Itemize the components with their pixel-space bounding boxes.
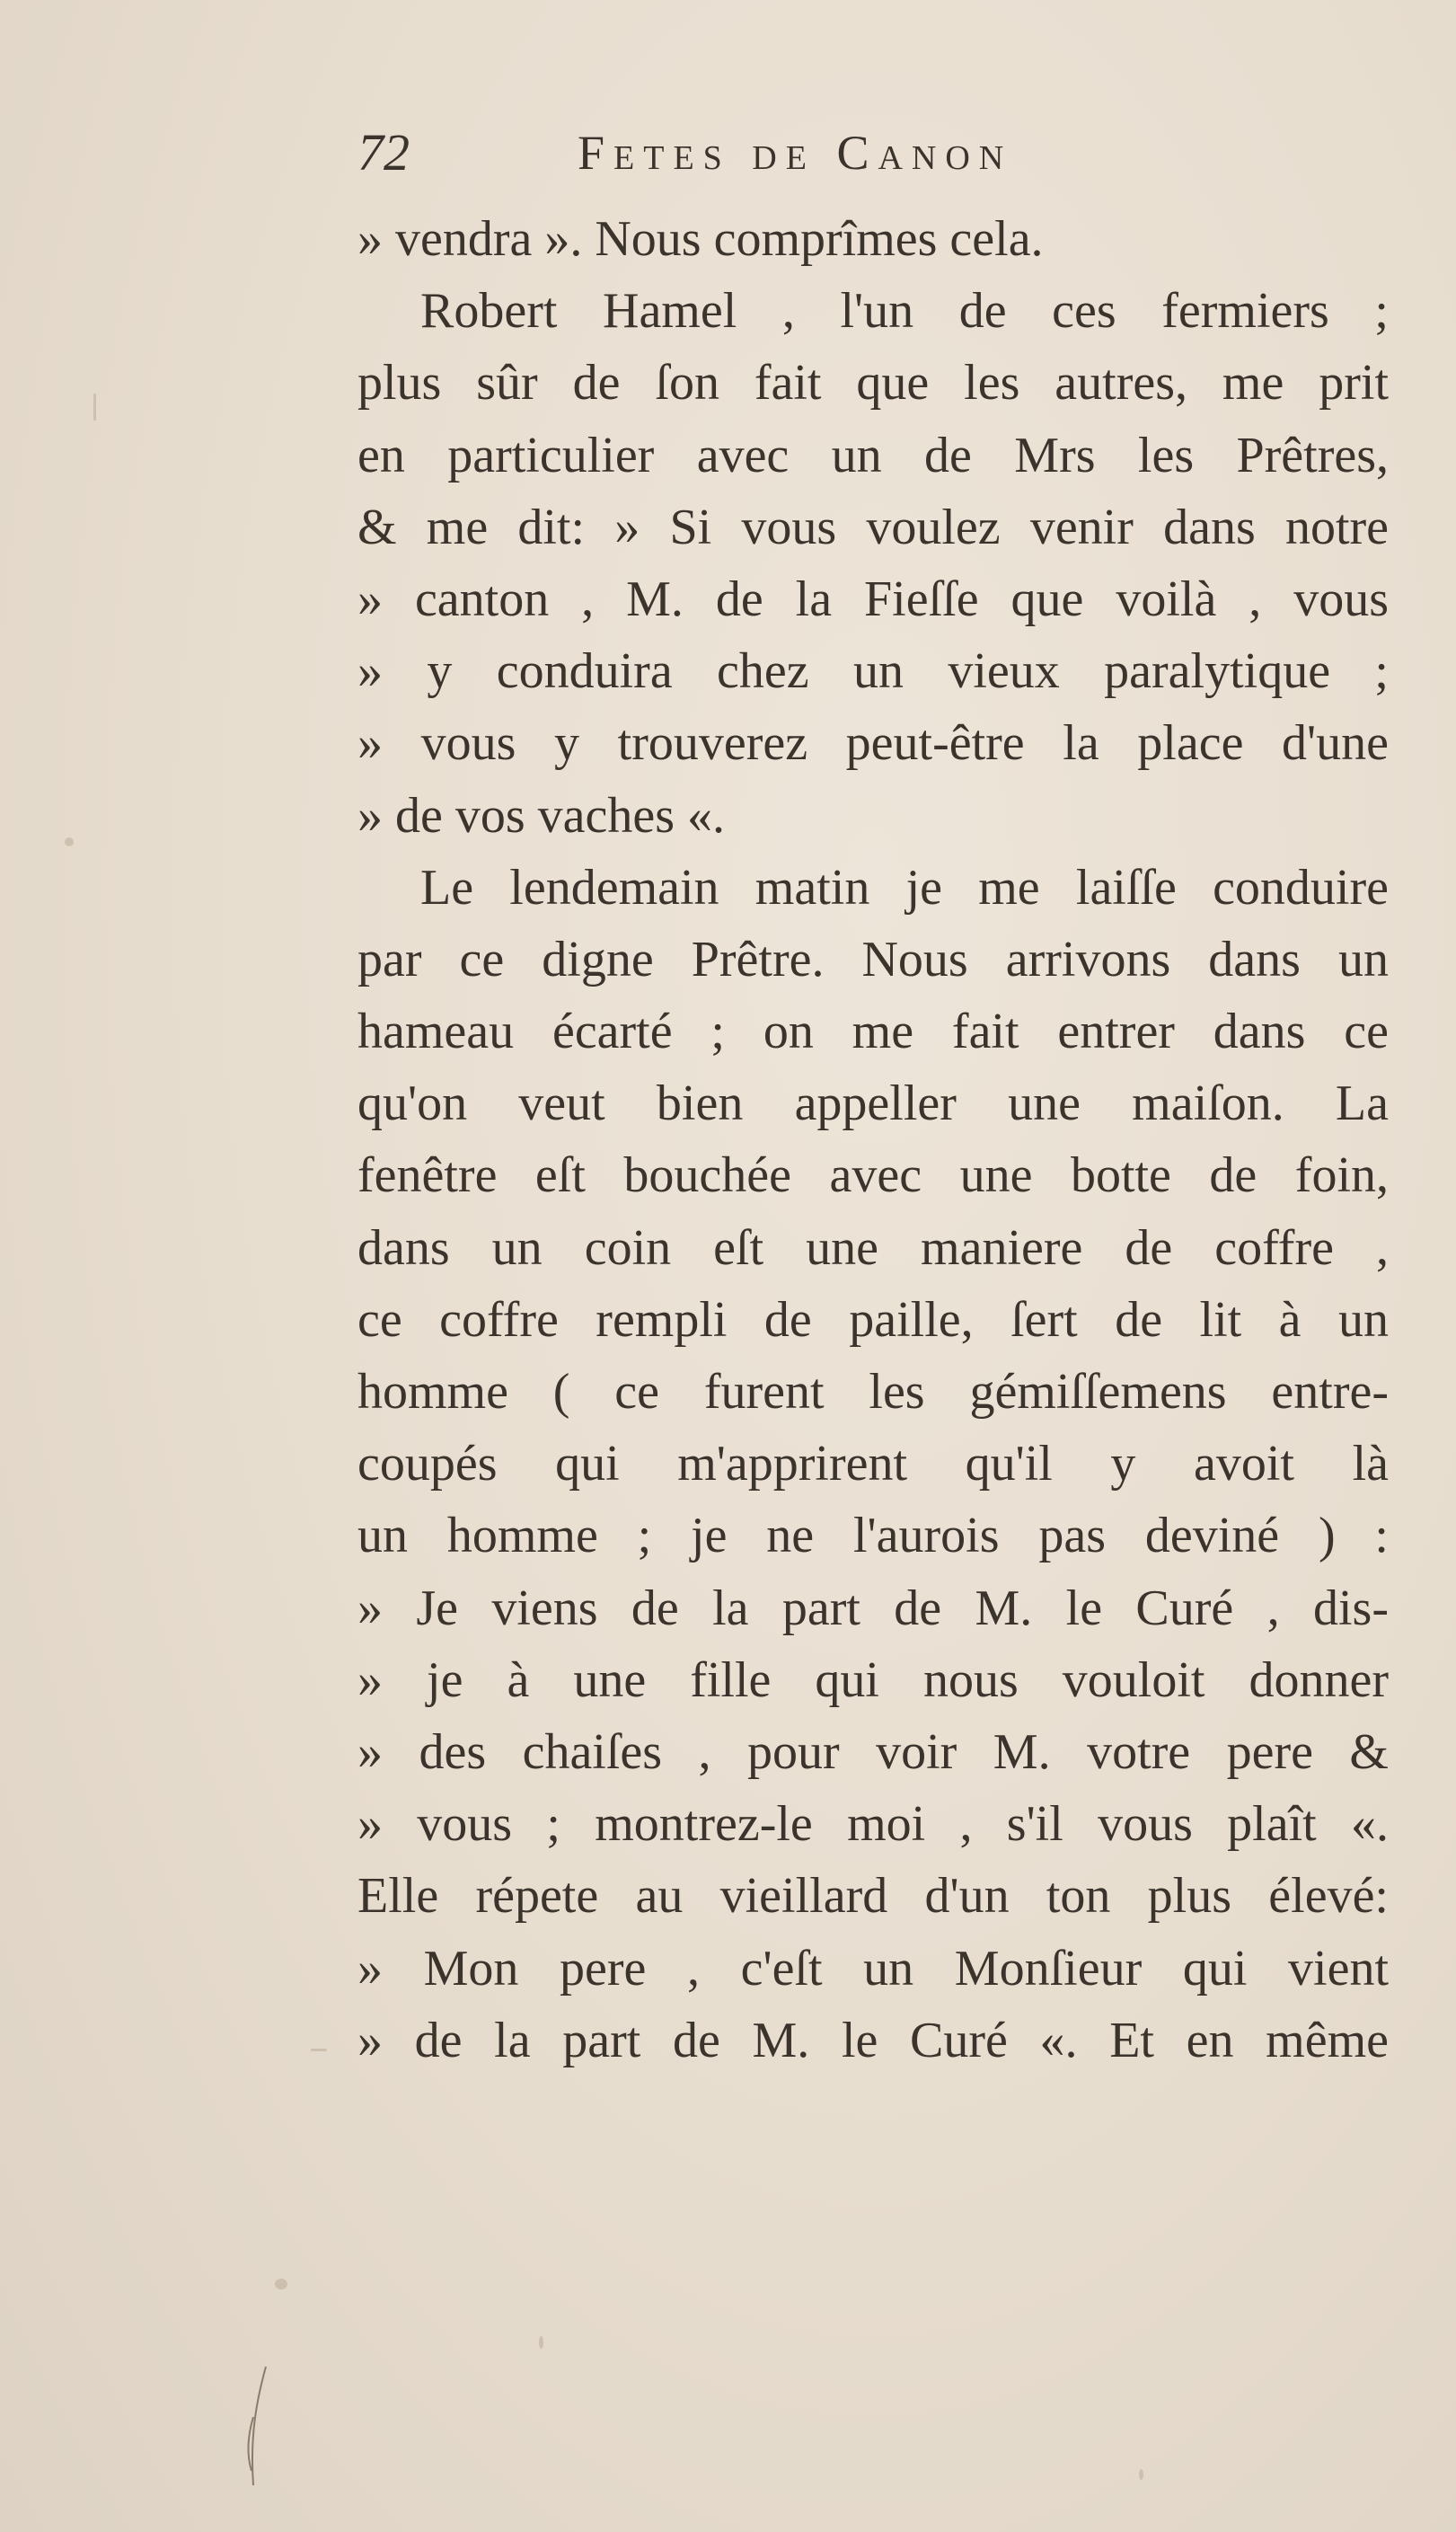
text-line: Le lendemain matin je me laiſſe conduire [420, 859, 1389, 916]
text-line: qu'on veut bien appeller une maiſon. La [357, 1076, 1389, 1132]
text-line: » canton , M. de la Fieſſe que voilà , vous [357, 571, 1389, 627]
text-line: plus sûr de ſon fait que les autres, me prit [357, 355, 1389, 412]
body-text [357, 203, 1389, 2076]
ink-scratch [241, 2363, 277, 2489]
paper-spot [275, 2279, 287, 2289]
text-line: » des chaiſes , pour voir M. votre pere & [357, 1723, 1389, 1780]
paper-spot [1139, 2469, 1143, 2480]
text-line: » Je viens de la part de M. le Curé , dis- [357, 1580, 1389, 1636]
text-line: coupés qui m'apprirent qu'il y avoit là [357, 1436, 1389, 1492]
paper-spot [65, 837, 74, 846]
paper-spot [93, 394, 96, 421]
text-line: en particulier avec un de Mrs les Prêtres, [357, 427, 1389, 483]
text-line: dans un coin eſt une maniere de coffre , [357, 1219, 1389, 1276]
text-line: » Mon pere , c'eſt un Monſieur qui vient [357, 1940, 1389, 1996]
paper-spot [539, 2336, 543, 2349]
text-line: fenêtre eſt bouchée avec une botte de foin, [357, 1147, 1389, 1204]
text-line: Elle répete au vieillard d'un ton plus élevé: [357, 1868, 1389, 1925]
text-line: un homme ; je ne l'aurois pas deviné ) : [357, 1508, 1389, 1564]
page-number: 72 [357, 123, 410, 181]
text-line: » de la part de M. le Curé «. Et en même [357, 2012, 1389, 2068]
text-line: Robert Hamel , l'un de ces fermiers ; [420, 283, 1389, 340]
text-line: » vous y trouverez peut-être la place d'une [357, 715, 1389, 772]
text-line: hameau écarté ; on me fait entrer dans ce [357, 1004, 1389, 1060]
paper-spot [311, 2049, 327, 2051]
text-line: par ce digne Prêtre. Nous arrivons dans un [357, 931, 1389, 987]
running-head: Fetes de Canon [578, 126, 1013, 180]
page-header [357, 123, 1390, 181]
text-line: ce coffre rempli de paille, ſert de lit à un [357, 1291, 1389, 1348]
text-line: » y conduira chez un vieux paralytique ; [357, 643, 1389, 700]
text-line: » de vos vaches «. [357, 787, 726, 844]
text-line: homme ( ce furent les gémiſſemens entre- [357, 1364, 1389, 1420]
text-line: & me dit: » Si vous voulez venir dans notre [357, 499, 1389, 555]
text-line: » vous ; montrez-le moi , s'il vous plaît «. [357, 1796, 1389, 1853]
text-line: » vendra ». Nous comprîmes cela. [357, 211, 1044, 267]
text-line: » je à une fille qui nous vouloit donner [357, 1651, 1389, 1708]
